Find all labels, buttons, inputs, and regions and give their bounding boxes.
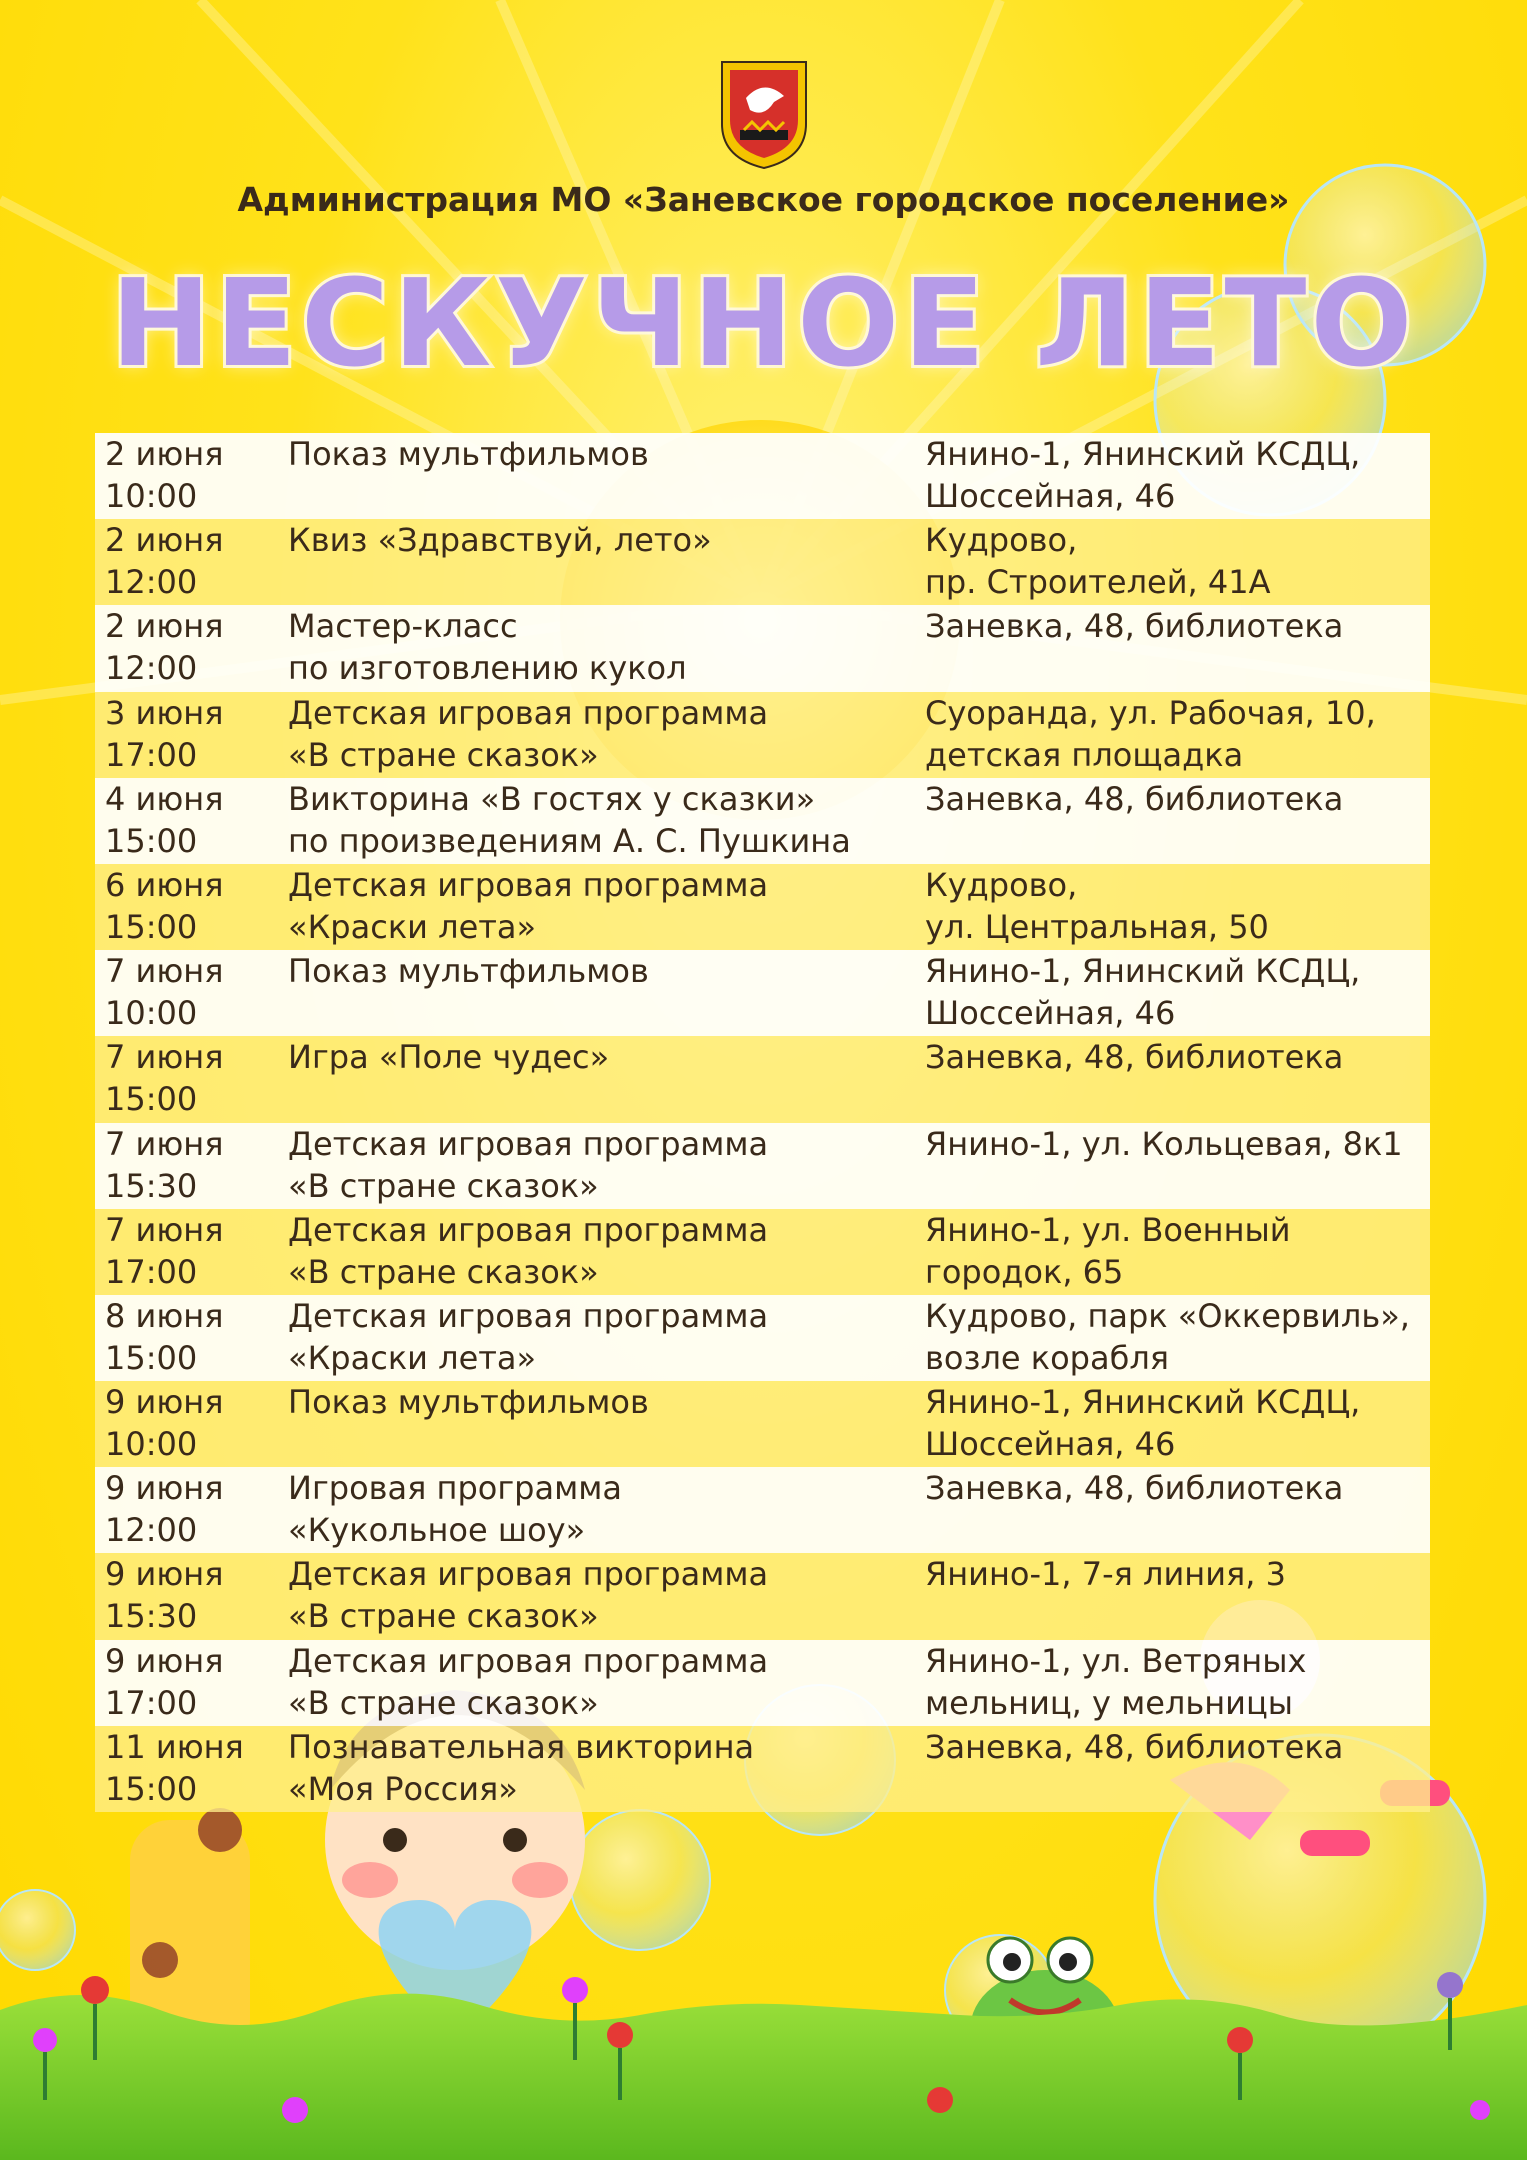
event-date: 7 июня bbox=[105, 1038, 224, 1077]
event-datetime bbox=[105, 692, 285, 776]
event-title: Детская игровая программа «В стране сказок» bbox=[288, 1641, 769, 1722]
event-place: Заневка, 48, библиотека bbox=[925, 1727, 1344, 1766]
event-datetime bbox=[105, 519, 285, 603]
event-place: Заневка, 48, библиотека bbox=[925, 1038, 1344, 1077]
event-title: Детская игровая программа «В стране сказок» bbox=[288, 1555, 769, 1636]
event-datetime bbox=[105, 433, 285, 517]
event-place: Янино-1, Янинский КСДЦ, Шоссейная, 46 bbox=[925, 1383, 1361, 1464]
event-place: Заневка, 48, библиотека bbox=[925, 1469, 1344, 1508]
event-title: Детская игровая программа «Краски лета» bbox=[288, 865, 769, 946]
coat-of-arms-icon bbox=[718, 58, 810, 170]
event-datetime bbox=[105, 1381, 285, 1465]
event-time: 17:00 bbox=[105, 1252, 198, 1291]
event-row bbox=[95, 1467, 1430, 1553]
event-date: 2 июня bbox=[105, 607, 224, 646]
event-date: 2 июня bbox=[105, 435, 224, 473]
event-date: 9 июня bbox=[105, 1469, 224, 1508]
event-place: Заневка, 48, библиотека bbox=[925, 779, 1344, 818]
event-date: 9 июня bbox=[105, 1383, 224, 1422]
event-time: 12:00 bbox=[105, 1511, 198, 1550]
event-time: 15:00 bbox=[105, 907, 198, 946]
event-title: Мастер-класс по изготовлению кукол bbox=[288, 607, 687, 688]
event-title: Квиз «Здравствуй, лето» bbox=[288, 521, 712, 560]
event-title: Детская игровая программа «Краски лета» bbox=[288, 1296, 769, 1377]
event-time: 17:00 bbox=[105, 735, 198, 774]
event-datetime bbox=[105, 864, 285, 948]
event-date: 7 июня bbox=[105, 1124, 224, 1163]
event-title: Викторина «В гостях у сказки» по произведениям А. С. Пушкина bbox=[288, 779, 851, 860]
event-row bbox=[95, 605, 1430, 691]
event-datetime bbox=[105, 778, 285, 862]
event-datetime bbox=[105, 950, 285, 1034]
event-place: Кудрово, пр. Строителей, 41А bbox=[925, 521, 1271, 602]
event-place: Янино-1, ул. Кольцевая, 8к1 bbox=[925, 1124, 1403, 1163]
event-row bbox=[95, 433, 1430, 519]
event-datetime bbox=[105, 1726, 285, 1810]
event-date: 9 июня bbox=[105, 1555, 224, 1594]
event-row bbox=[95, 1123, 1430, 1209]
event-row bbox=[95, 1640, 1430, 1726]
event-time: 12:00 bbox=[105, 649, 198, 688]
event-title: Игра «Поле чудес» bbox=[288, 1038, 610, 1077]
event-datetime bbox=[105, 1467, 285, 1551]
event-time: 10:00 bbox=[105, 1425, 198, 1464]
event-row bbox=[95, 950, 1430, 1036]
event-title: Игровая программа «Кукольное шоу» bbox=[288, 1469, 622, 1550]
event-date: 6 июня bbox=[105, 865, 224, 904]
event-time: 15:00 bbox=[105, 821, 198, 860]
event-date: 4 июня bbox=[105, 779, 224, 818]
event-time: 15:30 bbox=[105, 1597, 198, 1636]
event-title: Детская игровая программа «В стране сказок» bbox=[288, 1124, 769, 1205]
event-place: Суоранда, ул. Рабочая, 10, детская площадка bbox=[925, 693, 1376, 774]
event-row bbox=[95, 1726, 1430, 1812]
event-time: 15:00 bbox=[105, 1338, 198, 1377]
page-title: НЕСКУЧНОЕ ЛЕТО bbox=[110, 255, 1417, 394]
event-date: 9 июня bbox=[105, 1641, 224, 1680]
event-title: Детская игровая программа «В стране сказок» bbox=[288, 693, 769, 774]
event-time: 17:00 bbox=[105, 1683, 198, 1722]
event-row bbox=[95, 1209, 1430, 1295]
event-title: Показ мультфильмов bbox=[288, 1383, 649, 1422]
event-row bbox=[95, 1553, 1430, 1639]
event-date: 3 июня bbox=[105, 693, 224, 732]
event-title: Показ мультфильмов bbox=[288, 952, 649, 991]
event-row bbox=[95, 864, 1430, 950]
event-date: 2 июня bbox=[105, 521, 224, 560]
event-place: Янино-1, Янинский КСДЦ, Шоссейная, 46 bbox=[925, 435, 1361, 515]
bubble bbox=[0, 1890, 75, 1970]
event-time: 10:00 bbox=[105, 477, 198, 515]
event-datetime bbox=[105, 1209, 285, 1293]
events-schedule bbox=[95, 433, 1430, 1812]
event-row bbox=[95, 1036, 1430, 1122]
event-place: Янино-1, 7-я линия, 3 bbox=[925, 1555, 1286, 1594]
event-date: 7 июня bbox=[105, 1210, 224, 1249]
event-date: 11 июня bbox=[105, 1727, 244, 1766]
event-title: Показ мультфильмов bbox=[288, 435, 649, 473]
event-row bbox=[95, 519, 1430, 605]
bubble bbox=[570, 1810, 710, 1950]
event-place: Кудрово, ул. Центральная, 50 bbox=[925, 865, 1269, 946]
event-place: Янино-1, ул. Военный городок, 65 bbox=[925, 1210, 1291, 1291]
event-datetime bbox=[105, 1295, 285, 1379]
event-row bbox=[95, 1295, 1430, 1381]
event-row bbox=[95, 1381, 1430, 1467]
event-datetime bbox=[105, 1036, 285, 1120]
event-row bbox=[95, 778, 1430, 864]
event-datetime bbox=[105, 605, 285, 689]
event-time: 15:30 bbox=[105, 1166, 198, 1205]
event-datetime bbox=[105, 1640, 285, 1724]
event-place: Янино-1, ул. Ветряных мельниц, у мельницы bbox=[925, 1641, 1307, 1722]
event-time: 15:00 bbox=[105, 1769, 198, 1808]
event-place: Янино-1, Янинский КСДЦ, Шоссейная, 46 bbox=[925, 952, 1361, 1033]
event-row bbox=[95, 692, 1430, 778]
event-place: Заневка, 48, библиотека bbox=[925, 607, 1344, 646]
event-place: Кудрово, парк «Оккервиль», возле корабля bbox=[925, 1296, 1410, 1377]
event-title: Детская игровая программа «В стране сказок» bbox=[288, 1210, 769, 1291]
event-time: 12:00 bbox=[105, 563, 198, 602]
event-datetime bbox=[105, 1123, 285, 1207]
event-time: 15:00 bbox=[105, 1080, 198, 1119]
event-date: 7 июня bbox=[105, 952, 224, 991]
organization-header: Администрация МО «Заневское городское поселение» bbox=[237, 180, 1290, 219]
event-datetime bbox=[105, 1553, 285, 1637]
event-title: Познавательная викторина «Моя Россия» bbox=[288, 1727, 755, 1808]
event-time: 10:00 bbox=[105, 994, 198, 1033]
event-date: 8 июня bbox=[105, 1296, 224, 1335]
